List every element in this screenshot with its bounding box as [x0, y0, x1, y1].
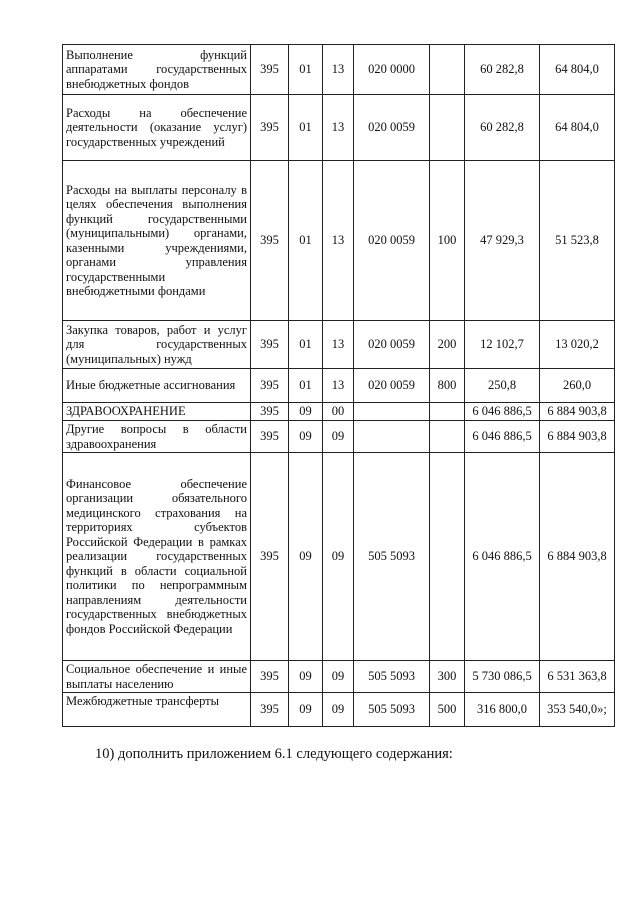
grbs-cell: 395	[251, 161, 289, 321]
target-article-cell: 020 0059	[354, 369, 430, 403]
amendment-text: 10) дополнить приложением 6.1 следующего содержания:	[95, 746, 453, 762]
amount-year2-cell: 260,0	[540, 369, 615, 403]
table-row	[63, 403, 615, 421]
expense-type-cell	[430, 45, 465, 95]
section-cell: 09	[289, 661, 323, 693]
subsection-cell: 13	[323, 369, 354, 403]
grbs-cell: 395	[251, 403, 289, 421]
amount-year2-cell: 13 020,2	[540, 321, 615, 369]
row-name: Социальное обеспечение и иные выплаты населению	[63, 661, 251, 693]
section-cell: 01	[289, 45, 323, 95]
amount-year1-cell: 60 282,8	[465, 95, 540, 161]
section-cell: 09	[289, 453, 323, 661]
amount-year1-cell: 6 046 886,5	[465, 421, 540, 453]
amount-year2-cell: 64 804,0	[540, 45, 615, 95]
expense-type-cell: 500	[430, 693, 465, 727]
expense-type-cell: 800	[430, 369, 465, 403]
row-name: Иные бюджетные ассигнования	[63, 369, 251, 403]
amount-year1-cell: 250,8	[465, 369, 540, 403]
section-cell: 09	[289, 403, 323, 421]
table-row	[63, 421, 615, 453]
table-row	[63, 453, 615, 661]
grbs-cell: 395	[251, 453, 289, 661]
table-row	[63, 45, 615, 95]
subsection-cell: 00	[323, 403, 354, 421]
amount-year1-cell: 60 282,8	[465, 45, 540, 95]
budget-table-body	[63, 45, 615, 727]
amount-year1-cell: 6 046 886,5	[465, 403, 540, 421]
target-article-cell: 020 0059	[354, 95, 430, 161]
expense-type-cell	[430, 453, 465, 661]
amount-year2-cell: 64 804,0	[540, 95, 615, 161]
row-name: Расходы на выплаты персоналу в целях обеспечения выполнения функций государственными (муниципальными) органами, казенными учреждениями, органами управления государственными внебюджетными фондами	[63, 161, 251, 321]
grbs-cell: 395	[251, 421, 289, 453]
section-cell: 01	[289, 161, 323, 321]
subsection-cell: 09	[323, 661, 354, 693]
target-article-cell: 020 0059	[354, 161, 430, 321]
table-row	[63, 369, 615, 403]
target-article-cell	[354, 403, 430, 421]
grbs-cell: 395	[251, 369, 289, 403]
row-name: Другие вопросы в области здравоохранения	[63, 421, 251, 453]
target-article-cell: 505 5093	[354, 693, 430, 727]
amount-year2-cell: 6 884 903,8	[540, 403, 615, 421]
amount-year2-cell: 51 523,8	[540, 161, 615, 321]
amount-year1-cell: 47 929,3	[465, 161, 540, 321]
expense-type-cell: 300	[430, 661, 465, 693]
section-cell: 09	[289, 421, 323, 453]
target-article-cell	[354, 421, 430, 453]
amount-year2-cell: 353 540,0»;	[540, 693, 615, 727]
amount-year1-cell: 316 800,0	[465, 693, 540, 727]
subsection-cell: 13	[323, 45, 354, 95]
section-cell: 01	[289, 321, 323, 369]
expense-type-cell: 100	[430, 161, 465, 321]
target-article-cell: 020 0000	[354, 45, 430, 95]
subsection-cell: 09	[323, 693, 354, 727]
grbs-cell: 395	[251, 45, 289, 95]
target-article-cell: 020 0059	[354, 321, 430, 369]
target-article-cell: 505 5093	[354, 453, 430, 661]
grbs-cell: 395	[251, 661, 289, 693]
amount-year2-cell: 6 884 903,8	[540, 453, 615, 661]
grbs-cell: 395	[251, 321, 289, 369]
section-cell: 09	[289, 693, 323, 727]
row-name: Закупка товаров, работ и услуг для государственных (муниципальных) нужд	[63, 321, 251, 369]
expense-type-cell	[430, 421, 465, 453]
table-row	[63, 661, 615, 693]
subsection-cell: 09	[323, 453, 354, 661]
row-name: Выполнение функций аппаратами государственных внебюджетных фондов	[63, 45, 251, 95]
amount-year1-cell: 6 046 886,5	[465, 453, 540, 661]
amount-year1-cell: 12 102,7	[465, 321, 540, 369]
subsection-cell: 13	[323, 161, 354, 321]
grbs-cell: 395	[251, 693, 289, 727]
row-name: Расходы на обеспечение деятельности (оказание услуг) государственных учреждений	[63, 95, 251, 161]
row-name: Межбюджетные трансферты	[63, 693, 251, 727]
amount-year2-cell: 6 531 363,8	[540, 661, 615, 693]
expense-type-cell	[430, 403, 465, 421]
row-name: ЗДРАВООХРАНЕНИЕ	[63, 403, 251, 421]
table-row	[63, 321, 615, 369]
expense-type-cell	[430, 95, 465, 161]
table-row	[63, 95, 615, 161]
expense-type-cell: 200	[430, 321, 465, 369]
budget-table	[62, 44, 615, 727]
section-cell: 01	[289, 95, 323, 161]
subsection-cell: 13	[323, 95, 354, 161]
subsection-cell: 13	[323, 321, 354, 369]
section-cell: 01	[289, 369, 323, 403]
amount-year1-cell: 5 730 086,5	[465, 661, 540, 693]
table-row	[63, 693, 615, 727]
target-article-cell: 505 5093	[354, 661, 430, 693]
subsection-cell: 09	[323, 421, 354, 453]
amount-year2-cell: 6 884 903,8	[540, 421, 615, 453]
row-name: Финансовое обеспечение организации обязательного медицинского страхования на территориях субъектов Российской Федерации в рамках реализации государственных функций в области социальной политики по непрограммным направлениям деятельности государственных внебюджетных фондов Российской Федерации	[63, 453, 251, 661]
grbs-cell: 395	[251, 95, 289, 161]
table-row	[63, 161, 615, 321]
